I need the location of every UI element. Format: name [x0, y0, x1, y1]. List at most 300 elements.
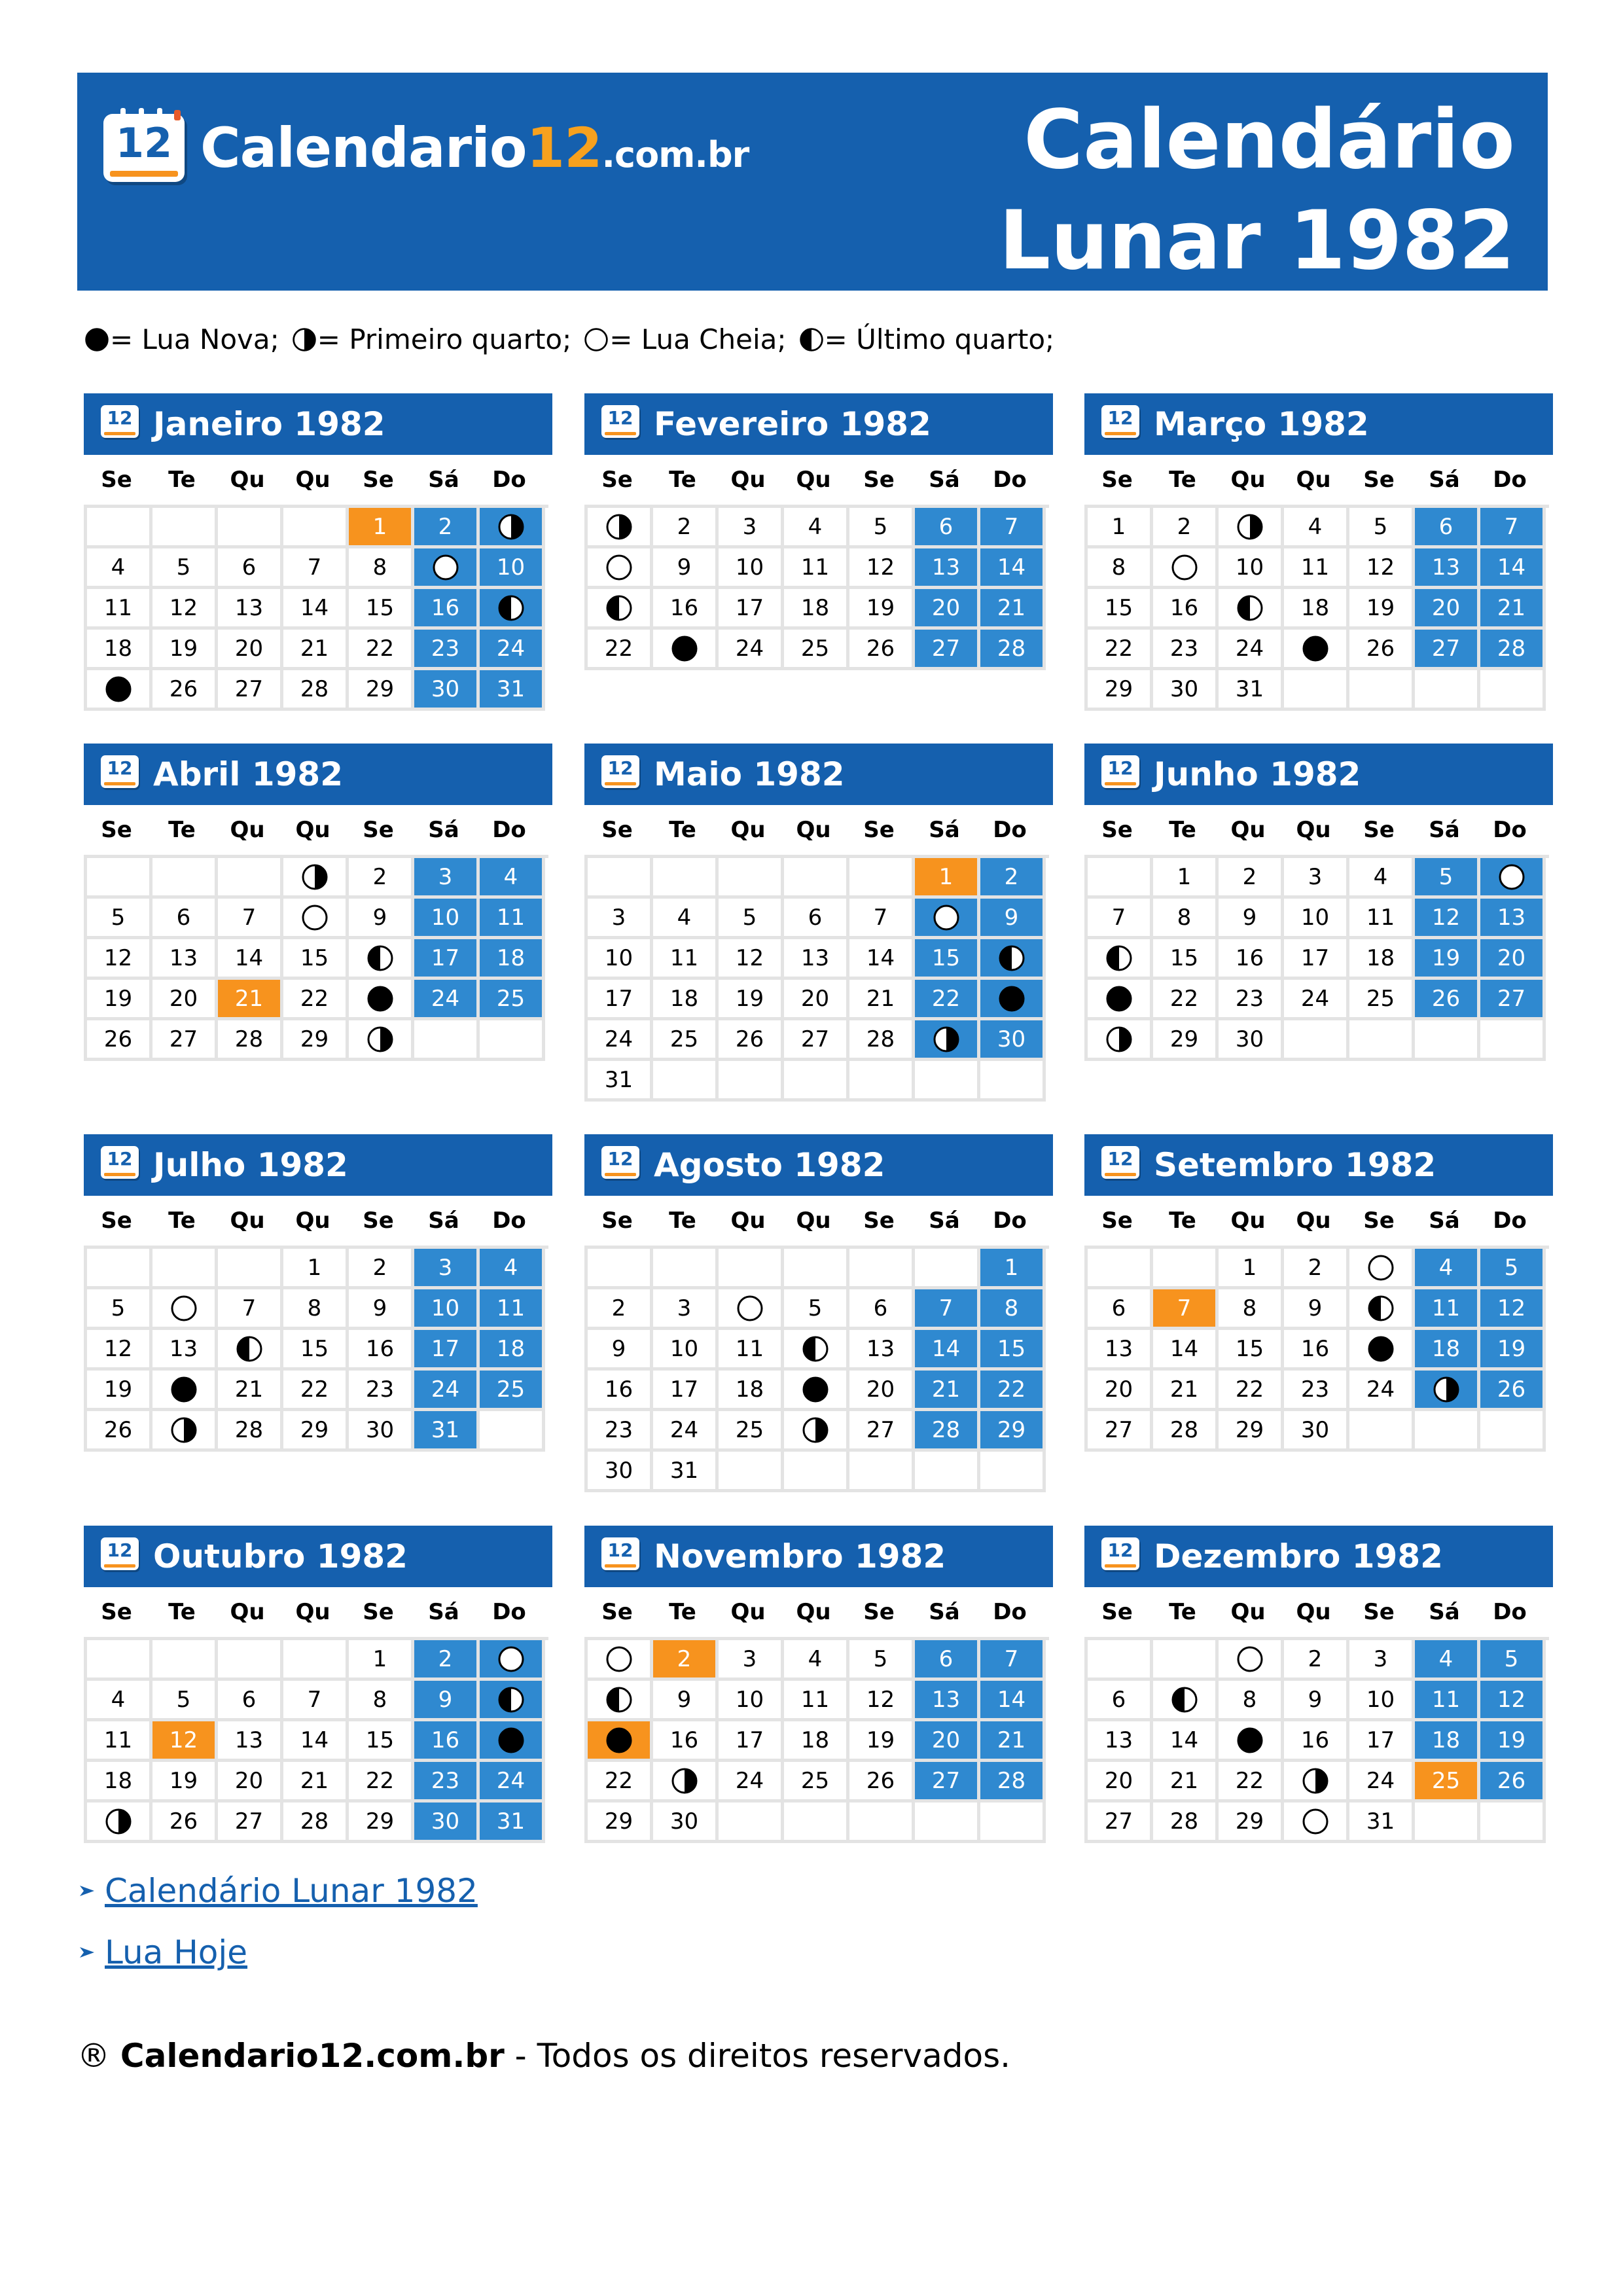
day-cell[interactable]: 20	[1088, 1371, 1153, 1411]
day-cell[interactable]: 6	[1415, 508, 1480, 548]
day-cell[interactable]: 24	[1349, 1762, 1415, 1803]
day-cell[interactable]: 3	[719, 1640, 784, 1681]
day-cell[interactable]: 9	[1284, 1289, 1349, 1330]
day-cell[interactable]: 2	[653, 508, 719, 548]
day-cell[interactable]	[980, 939, 1046, 980]
day-cell[interactable]: 1	[349, 508, 414, 548]
day-cell[interactable]: 18	[719, 1371, 784, 1411]
day-cell[interactable]: 20	[915, 589, 980, 630]
day-cell[interactable]: 22	[349, 1762, 414, 1803]
day-cell[interactable]	[87, 670, 152, 711]
day-cell[interactable]	[152, 1371, 218, 1411]
day-cell[interactable]: 28	[849, 1020, 915, 1061]
day-cell[interactable]: 24	[1219, 630, 1284, 670]
day-cell[interactable]: 19	[87, 980, 152, 1020]
day-cell[interactable]: 21	[915, 1371, 980, 1411]
day-cell[interactable]: 17	[1284, 939, 1349, 980]
day-cell[interactable]: 8	[980, 1289, 1046, 1330]
day-cell[interactable]	[349, 1020, 414, 1061]
day-cell[interactable]: 6	[1088, 1681, 1153, 1721]
day-cell[interactable]: 21	[283, 1762, 349, 1803]
day-cell[interactable]: 14	[980, 548, 1046, 589]
day-cell[interactable]: 12	[719, 939, 784, 980]
day-cell[interactable]: 29	[1219, 1411, 1284, 1452]
day-cell[interactable]	[1153, 1681, 1219, 1721]
day-cell[interactable]: 8	[349, 548, 414, 589]
day-cell[interactable]: 29	[283, 1020, 349, 1061]
day-cell[interactable]: 28	[980, 630, 1046, 670]
day-cell[interactable]: 20	[1415, 589, 1480, 630]
day-cell[interactable]: 12	[1415, 899, 1480, 939]
day-cell[interactable]: 3	[653, 1289, 719, 1330]
day-cell[interactable]: 14	[218, 939, 283, 980]
link-moon-today-label[interactable]: Lua Hoje	[105, 1933, 248, 1971]
day-cell[interactable]: 11	[784, 1681, 849, 1721]
day-cell[interactable]: 5	[152, 1681, 218, 1721]
day-cell[interactable]: 3	[414, 1249, 480, 1289]
day-cell[interactable]: 24	[1284, 980, 1349, 1020]
day-cell[interactable]: 30	[980, 1020, 1046, 1061]
day-cell[interactable]: 6	[849, 1289, 915, 1330]
day-cell[interactable]: 2	[349, 858, 414, 899]
day-cell[interactable]: 26	[849, 1762, 915, 1803]
day-cell[interactable]	[1219, 1640, 1284, 1681]
day-cell[interactable]: 18	[1284, 589, 1349, 630]
day-cell[interactable]: 7	[218, 1289, 283, 1330]
day-cell[interactable]: 13	[915, 1681, 980, 1721]
day-cell[interactable]: 14	[915, 1330, 980, 1371]
day-cell[interactable]: 26	[1349, 630, 1415, 670]
day-cell[interactable]	[784, 1411, 849, 1452]
day-cell[interactable]: 25	[784, 1762, 849, 1803]
day-cell[interactable]: 10	[1219, 548, 1284, 589]
day-cell[interactable]: 21	[218, 980, 283, 1020]
day-cell[interactable]: 27	[152, 1020, 218, 1061]
day-cell[interactable]	[1349, 1330, 1415, 1371]
day-cell[interactable]: 13	[152, 1330, 218, 1371]
day-cell[interactable]: 28	[1153, 1803, 1219, 1843]
day-cell[interactable]	[653, 1762, 719, 1803]
day-cell[interactable]	[218, 1330, 283, 1371]
day-cell[interactable]: 13	[1415, 548, 1480, 589]
day-cell[interactable]: 26	[152, 1803, 218, 1843]
day-cell[interactable]	[980, 980, 1046, 1020]
day-cell[interactable]: 17	[719, 1721, 784, 1762]
day-cell[interactable]: 12	[152, 589, 218, 630]
day-cell[interactable]: 11	[87, 1721, 152, 1762]
day-cell[interactable]: 30	[1219, 1020, 1284, 1061]
day-cell[interactable]: 13	[849, 1330, 915, 1371]
day-cell[interactable]: 11	[1349, 899, 1415, 939]
day-cell[interactable]	[480, 1681, 545, 1721]
day-cell[interactable]: 20	[784, 980, 849, 1020]
day-cell[interactable]	[588, 508, 653, 548]
day-cell[interactable]: 6	[784, 899, 849, 939]
day-cell[interactable]: 15	[980, 1330, 1046, 1371]
day-cell[interactable]: 6	[152, 899, 218, 939]
day-cell[interactable]: 27	[915, 1762, 980, 1803]
day-cell[interactable]	[588, 1681, 653, 1721]
day-cell[interactable]: 28	[1153, 1411, 1219, 1452]
day-cell[interactable]: 31	[588, 1061, 653, 1102]
day-cell[interactable]: 7	[1153, 1289, 1219, 1330]
day-cell[interactable]: 28	[915, 1411, 980, 1452]
day-cell[interactable]: 25	[784, 630, 849, 670]
day-cell[interactable]: 5	[719, 899, 784, 939]
day-cell[interactable]: 22	[283, 1371, 349, 1411]
day-cell[interactable]: 2	[653, 1640, 719, 1681]
day-cell[interactable]: 5	[152, 548, 218, 589]
day-cell[interactable]: 5	[87, 899, 152, 939]
day-cell[interactable]: 23	[1153, 630, 1219, 670]
day-cell[interactable]: 8	[1153, 899, 1219, 939]
day-cell[interactable]: 12	[152, 1721, 218, 1762]
day-cell[interactable]: 14	[1153, 1721, 1219, 1762]
day-cell[interactable]: 26	[719, 1020, 784, 1061]
day-cell[interactable]: 9	[349, 1289, 414, 1330]
day-cell[interactable]: 29	[349, 670, 414, 711]
site-logo[interactable]	[103, 112, 749, 184]
day-cell[interactable]	[1480, 858, 1546, 899]
day-cell[interactable]: 27	[1088, 1411, 1153, 1452]
day-cell[interactable]: 11	[480, 899, 545, 939]
day-cell[interactable]: 19	[849, 1721, 915, 1762]
day-cell[interactable]	[152, 1411, 218, 1452]
day-cell[interactable]: 27	[218, 670, 283, 711]
day-cell[interactable]: 16	[349, 1330, 414, 1371]
day-cell[interactable]: 11	[719, 1330, 784, 1371]
day-cell[interactable]: 22	[588, 630, 653, 670]
day-cell[interactable]	[588, 589, 653, 630]
day-cell[interactable]: 16	[653, 1721, 719, 1762]
day-cell[interactable]: 15	[283, 1330, 349, 1371]
day-cell[interactable]: 18	[784, 589, 849, 630]
day-cell[interactable]	[1088, 980, 1153, 1020]
day-cell[interactable]: 10	[414, 1289, 480, 1330]
day-cell[interactable]: 9	[980, 899, 1046, 939]
day-cell[interactable]: 13	[152, 939, 218, 980]
day-cell[interactable]: 2	[980, 858, 1046, 899]
day-cell[interactable]: 7	[218, 899, 283, 939]
day-cell[interactable]: 10	[414, 899, 480, 939]
day-cell[interactable]: 12	[1349, 548, 1415, 589]
day-cell[interactable]: 20	[218, 630, 283, 670]
day-cell[interactable]: 5	[87, 1289, 152, 1330]
day-cell[interactable]: 3	[414, 858, 480, 899]
day-cell[interactable]: 4	[480, 1249, 545, 1289]
day-cell[interactable]: 2	[414, 508, 480, 548]
day-cell[interactable]: 24	[653, 1411, 719, 1452]
day-cell[interactable]	[784, 1330, 849, 1371]
day-cell[interactable]: 1	[915, 858, 980, 899]
day-cell[interactable]: 19	[1480, 1721, 1546, 1762]
day-cell[interactable]: 8	[1219, 1681, 1284, 1721]
day-cell[interactable]: 18	[480, 939, 545, 980]
day-cell[interactable]: 19	[152, 1762, 218, 1803]
day-cell[interactable]: 23	[414, 1762, 480, 1803]
day-cell[interactable]: 22	[1088, 630, 1153, 670]
day-cell[interactable]	[87, 1803, 152, 1843]
day-cell[interactable]: 16	[1284, 1330, 1349, 1371]
day-cell[interactable]: 1	[980, 1249, 1046, 1289]
day-cell[interactable]: 24	[480, 1762, 545, 1803]
day-cell[interactable]: 22	[915, 980, 980, 1020]
day-cell[interactable]	[784, 1371, 849, 1411]
day-cell[interactable]	[1219, 1721, 1284, 1762]
day-cell[interactable]	[1088, 1020, 1153, 1061]
day-cell[interactable]: 27	[915, 630, 980, 670]
day-cell[interactable]: 19	[719, 980, 784, 1020]
day-cell[interactable]: 4	[87, 1681, 152, 1721]
day-cell[interactable]: 4	[1415, 1249, 1480, 1289]
day-cell[interactable]: 28	[980, 1762, 1046, 1803]
day-cell[interactable]: 12	[1480, 1289, 1546, 1330]
day-cell[interactable]: 4	[1284, 508, 1349, 548]
day-cell[interactable]: 6	[915, 508, 980, 548]
day-cell[interactable]: 19	[849, 589, 915, 630]
day-cell[interactable]: 1	[1219, 1249, 1284, 1289]
day-cell[interactable]: 17	[719, 589, 784, 630]
day-cell[interactable]: 20	[152, 980, 218, 1020]
day-cell[interactable]: 3	[1349, 1640, 1415, 1681]
day-cell[interactable]: 5	[784, 1289, 849, 1330]
day-cell[interactable]: 30	[588, 1452, 653, 1492]
day-cell[interactable]: 8	[1219, 1289, 1284, 1330]
link-moon-today[interactable]	[77, 1933, 478, 1971]
day-cell[interactable]: 13	[218, 589, 283, 630]
day-cell[interactable]: 11	[480, 1289, 545, 1330]
day-cell[interactable]: 21	[980, 589, 1046, 630]
day-cell[interactable]: 23	[1284, 1371, 1349, 1411]
day-cell[interactable]: 28	[283, 670, 349, 711]
day-cell[interactable]: 7	[849, 899, 915, 939]
day-cell[interactable]: 7	[283, 1681, 349, 1721]
day-cell[interactable]: 23	[588, 1411, 653, 1452]
day-cell[interactable]: 28	[218, 1020, 283, 1061]
day-cell[interactable]: 4	[480, 858, 545, 899]
day-cell[interactable]: 18	[1415, 1721, 1480, 1762]
day-cell[interactable]: 19	[87, 1371, 152, 1411]
day-cell[interactable]	[719, 1289, 784, 1330]
day-cell[interactable]: 8	[349, 1681, 414, 1721]
day-cell[interactable]: 30	[414, 670, 480, 711]
day-cell[interactable]: 27	[1415, 630, 1480, 670]
day-cell[interactable]: 7	[1480, 508, 1546, 548]
day-cell[interactable]	[283, 899, 349, 939]
day-cell[interactable]: 30	[653, 1803, 719, 1843]
day-cell[interactable]: 28	[218, 1411, 283, 1452]
day-cell[interactable]: 24	[414, 980, 480, 1020]
day-cell[interactable]: 9	[1284, 1681, 1349, 1721]
day-cell[interactable]: 4	[1415, 1640, 1480, 1681]
day-cell[interactable]: 6	[1088, 1289, 1153, 1330]
day-cell[interactable]: 11	[784, 548, 849, 589]
day-cell[interactable]: 18	[480, 1330, 545, 1371]
day-cell[interactable]	[349, 980, 414, 1020]
day-cell[interactable]: 15	[1153, 939, 1219, 980]
link-lunar-calendar[interactable]	[77, 1872, 478, 1910]
day-cell[interactable]: 28	[1480, 630, 1546, 670]
day-cell[interactable]: 27	[784, 1020, 849, 1061]
day-cell[interactable]: 30	[414, 1803, 480, 1843]
day-cell[interactable]: 13	[1480, 899, 1546, 939]
day-cell[interactable]: 25	[1349, 980, 1415, 1020]
day-cell[interactable]: 17	[414, 1330, 480, 1371]
day-cell[interactable]: 29	[1219, 1803, 1284, 1843]
day-cell[interactable]: 2	[414, 1640, 480, 1681]
day-cell[interactable]: 11	[653, 939, 719, 980]
day-cell[interactable]: 2	[349, 1249, 414, 1289]
day-cell[interactable]: 21	[218, 1371, 283, 1411]
day-cell[interactable]: 10	[719, 1681, 784, 1721]
day-cell[interactable]: 26	[1415, 980, 1480, 1020]
day-cell[interactable]: 7	[283, 548, 349, 589]
day-cell[interactable]: 17	[653, 1371, 719, 1411]
day-cell[interactable]	[1284, 1762, 1349, 1803]
day-cell[interactable]: 26	[87, 1411, 152, 1452]
day-cell[interactable]: 30	[1284, 1411, 1349, 1452]
day-cell[interactable]: 9	[1219, 899, 1284, 939]
day-cell[interactable]: 16	[1153, 589, 1219, 630]
day-cell[interactable]: 9	[653, 1681, 719, 1721]
day-cell[interactable]: 9	[414, 1681, 480, 1721]
day-cell[interactable]: 22	[980, 1371, 1046, 1411]
day-cell[interactable]: 15	[1219, 1330, 1284, 1371]
day-cell[interactable]: 15	[915, 939, 980, 980]
day-cell[interactable]	[414, 548, 480, 589]
day-cell[interactable]: 7	[915, 1289, 980, 1330]
day-cell[interactable]: 31	[480, 1803, 545, 1843]
day-cell[interactable]: 2	[1284, 1249, 1349, 1289]
day-cell[interactable]	[653, 630, 719, 670]
day-cell[interactable]: 15	[283, 939, 349, 980]
day-cell[interactable]	[1219, 508, 1284, 548]
day-cell[interactable]: 13	[1088, 1330, 1153, 1371]
day-cell[interactable]: 24	[588, 1020, 653, 1061]
day-cell[interactable]: 17	[1349, 1721, 1415, 1762]
day-cell[interactable]: 10	[719, 548, 784, 589]
day-cell[interactable]: 15	[349, 1721, 414, 1762]
day-cell[interactable]: 1	[1153, 858, 1219, 899]
day-cell[interactable]: 11	[1284, 548, 1349, 589]
day-cell[interactable]: 14	[283, 1721, 349, 1762]
day-cell[interactable]: 16	[1284, 1721, 1349, 1762]
day-cell[interactable]: 14	[849, 939, 915, 980]
day-cell[interactable]: 4	[87, 548, 152, 589]
day-cell[interactable]	[915, 899, 980, 939]
day-cell[interactable]: 22	[1219, 1371, 1284, 1411]
day-cell[interactable]: 23	[414, 630, 480, 670]
day-cell[interactable]: 4	[653, 899, 719, 939]
day-cell[interactable]: 4	[784, 1640, 849, 1681]
day-cell[interactable]: 15	[349, 589, 414, 630]
day-cell[interactable]: 10	[480, 548, 545, 589]
day-cell[interactable]: 14	[1153, 1330, 1219, 1371]
day-cell[interactable]: 29	[588, 1803, 653, 1843]
day-cell[interactable]: 26	[87, 1020, 152, 1061]
day-cell[interactable]: 7	[980, 508, 1046, 548]
day-cell[interactable]: 26	[1480, 1762, 1546, 1803]
day-cell[interactable]: 30	[349, 1411, 414, 1452]
day-cell[interactable]	[349, 939, 414, 980]
day-cell[interactable]: 31	[414, 1411, 480, 1452]
day-cell[interactable]: 29	[1088, 670, 1153, 711]
day-cell[interactable]: 25	[719, 1411, 784, 1452]
day-cell[interactable]: 19	[1480, 1330, 1546, 1371]
day-cell[interactable]: 2	[1284, 1640, 1349, 1681]
day-cell[interactable]: 9	[349, 899, 414, 939]
day-cell[interactable]: 4	[1349, 858, 1415, 899]
day-cell[interactable]: 30	[1153, 670, 1219, 711]
day-cell[interactable]	[1284, 1803, 1349, 1843]
day-cell[interactable]: 25	[480, 980, 545, 1020]
day-cell[interactable]: 9	[588, 1330, 653, 1371]
day-cell[interactable]: 20	[218, 1762, 283, 1803]
day-cell[interactable]: 2	[1153, 508, 1219, 548]
day-cell[interactable]: 31	[653, 1452, 719, 1492]
day-cell[interactable]: 18	[784, 1721, 849, 1762]
day-cell[interactable]: 26	[849, 630, 915, 670]
day-cell[interactable]: 16	[414, 1721, 480, 1762]
day-cell[interactable]: 10	[1349, 1681, 1415, 1721]
day-cell[interactable]: 18	[87, 1762, 152, 1803]
day-cell[interactable]	[283, 858, 349, 899]
day-cell[interactable]: 8	[283, 1289, 349, 1330]
day-cell[interactable]: 27	[849, 1411, 915, 1452]
day-cell[interactable]: 18	[87, 630, 152, 670]
day-cell[interactable]: 22	[1153, 980, 1219, 1020]
day-cell[interactable]: 7	[980, 1640, 1046, 1681]
day-cell[interactable]	[588, 1721, 653, 1762]
day-cell[interactable]: 16	[1219, 939, 1284, 980]
day-cell[interactable]: 6	[915, 1640, 980, 1681]
day-cell[interactable]: 10	[588, 939, 653, 980]
day-cell[interactable]: 24	[719, 1762, 784, 1803]
day-cell[interactable]: 5	[1480, 1640, 1546, 1681]
day-cell[interactable]: 3	[719, 508, 784, 548]
day-cell[interactable]: 6	[218, 548, 283, 589]
day-cell[interactable]: 21	[1153, 1371, 1219, 1411]
day-cell[interactable]: 22	[588, 1762, 653, 1803]
day-cell[interactable]: 6	[218, 1681, 283, 1721]
day-cell[interactable]: 13	[218, 1721, 283, 1762]
day-cell[interactable]: 25	[1415, 1762, 1480, 1803]
day-cell[interactable]: 26	[1480, 1371, 1546, 1411]
day-cell[interactable]: 13	[1088, 1721, 1153, 1762]
day-cell[interactable]: 12	[87, 939, 152, 980]
link-lunar-calendar-label[interactable]: Calendário Lunar 1982	[105, 1872, 478, 1910]
day-cell[interactable]	[1415, 1371, 1480, 1411]
day-cell[interactable]	[588, 548, 653, 589]
day-cell[interactable]: 29	[283, 1411, 349, 1452]
day-cell[interactable]	[480, 589, 545, 630]
day-cell[interactable]: 13	[915, 548, 980, 589]
day-cell[interactable]: 19	[1349, 589, 1415, 630]
day-cell[interactable]: 22	[283, 980, 349, 1020]
day-cell[interactable]: 21	[849, 980, 915, 1020]
day-cell[interactable]: 5	[849, 1640, 915, 1681]
day-cell[interactable]	[1349, 1289, 1415, 1330]
day-cell[interactable]: 23	[349, 1371, 414, 1411]
day-cell[interactable]: 12	[1480, 1681, 1546, 1721]
day-cell[interactable]	[1284, 630, 1349, 670]
day-cell[interactable]: 27	[1480, 980, 1546, 1020]
day-cell[interactable]: 18	[1415, 1330, 1480, 1371]
day-cell[interactable]: 2	[588, 1289, 653, 1330]
day-cell[interactable]: 3	[1284, 858, 1349, 899]
day-cell[interactable]: 8	[1088, 548, 1153, 589]
day-cell[interactable]: 29	[980, 1411, 1046, 1452]
